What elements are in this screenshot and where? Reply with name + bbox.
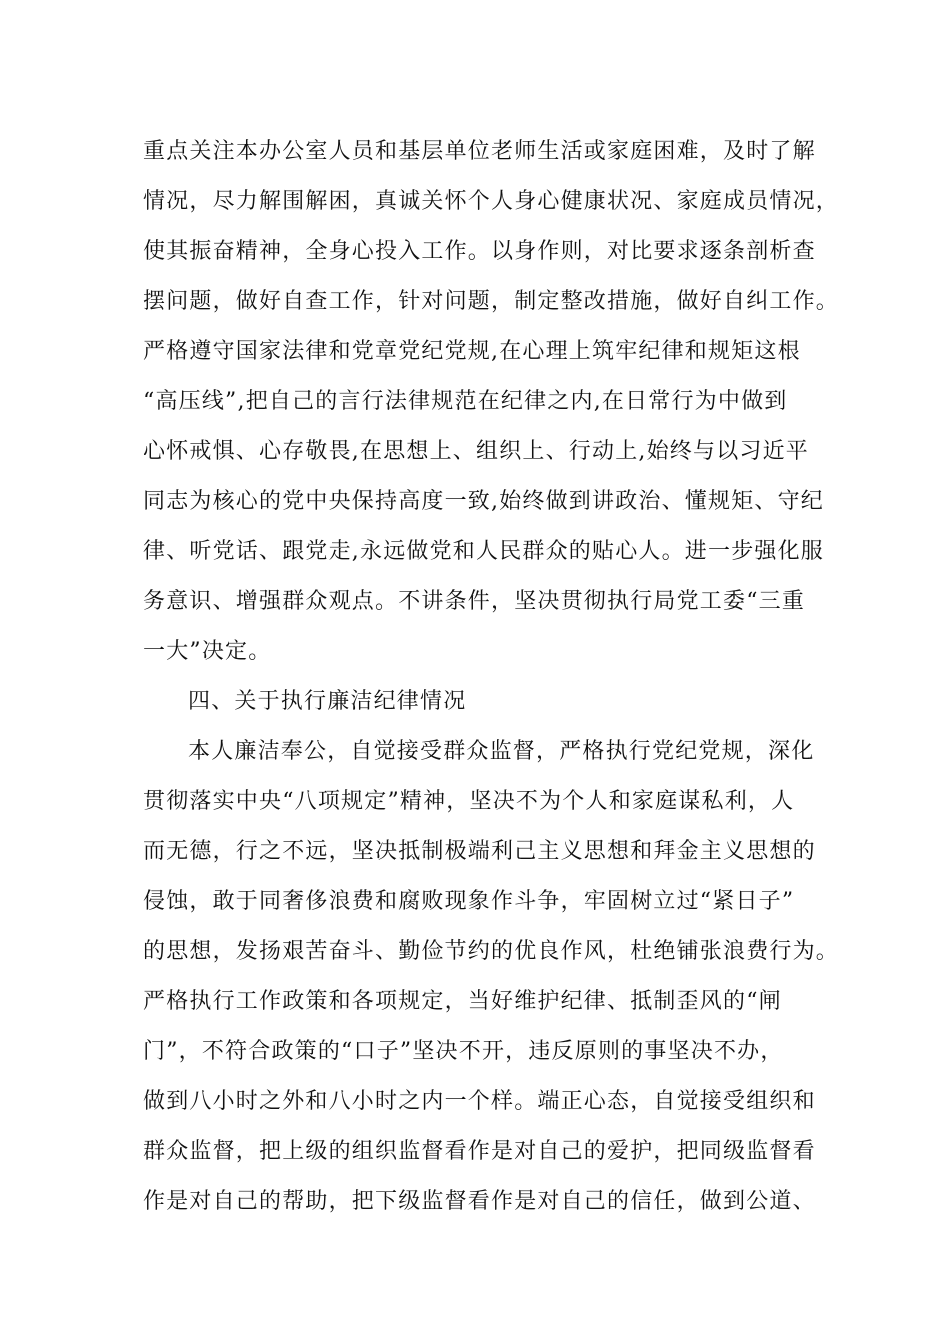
paragraph-line: 律、听党话、跟党走,永远做党和人民群众的贴心人。进一步强化服 (143, 539, 824, 564)
paragraph-line: 使其振奋精神，全身心投入工作。以身作则，对比要求逐条剖析查 (143, 239, 816, 264)
paragraph-line: 群众监督，把上级的组织监督看作是对自己的爱护，把同级监督看 (143, 1139, 816, 1164)
paragraph-line: 贯彻落实中央“八项规定”精神，坚决不为个人和家庭谋私利，人 (143, 789, 795, 814)
paragraph-line: 的思想，发扬艰苦奋斗、勤俭节约的优良作风，杜绝铺张浪费行为。 (143, 939, 840, 964)
paragraph-line: 严格遵守国家法律和党章党纪党规,在心理上筑牢纪律和规矩这根 (143, 339, 801, 364)
paragraph-line: 做到八小时之外和八小时之内一个样。端正心态，自觉接受组织和 (143, 1089, 816, 1114)
paragraph-line: 一大”决定。 (143, 639, 272, 664)
paragraph-line: 本人廉洁奉公，自觉接受群众监督，严格执行党纪党规，深化 (188, 739, 815, 764)
paragraph-line: 作是对自己的帮助，把下级监督看作是对自己的信任，做到公道、 (143, 1189, 816, 1214)
paragraph-line: 同志为核心的党中央保持高度一致,始终做到讲政治、懂规矩、守纪 (143, 489, 824, 514)
paragraph-line: “高压线”,把自己的言行法律规范在纪律之内,在日常行为中做到 (143, 389, 788, 414)
paragraph-line: 而无德，行之不远，坚决抵制极端利己主义思想和拜金主义思想的 (143, 839, 816, 864)
paragraph-line: 心怀戒惧、心存敬畏,在思想上、组织上、行动上,始终与以习近平 (143, 439, 809, 464)
paragraph-line: 重点关注本办公室人员和基层单位老师生活或家庭困难，及时了解 (143, 139, 816, 164)
paragraph-line: 情况，尽力解围解困，真诚关怀个人身心健康状况、家庭成员情况， (143, 189, 840, 214)
paragraph-line: 务意识、增强群众观点。不讲条件，坚决贯彻执行局党工委“三重 (143, 589, 806, 614)
paragraph-line: 门”，不符合政策的“口子”坚决不开，违反原则的事坚决不办， (143, 1039, 784, 1064)
section-heading: 四、关于执行廉洁纪律情况 (188, 689, 467, 714)
paragraph-line: 侵蚀，敢于同奢侈浪费和腐败现象作斗争，牢固树立过“紧日子” (143, 889, 795, 914)
paragraph-line: 严格执行工作政策和各项规定，当好维护纪律、抵制歪风的“闸 (143, 989, 782, 1014)
paragraph-line: 摆问题，做好自查工作，针对问题，制定整改措施，做好自纠工作。 (143, 289, 840, 314)
